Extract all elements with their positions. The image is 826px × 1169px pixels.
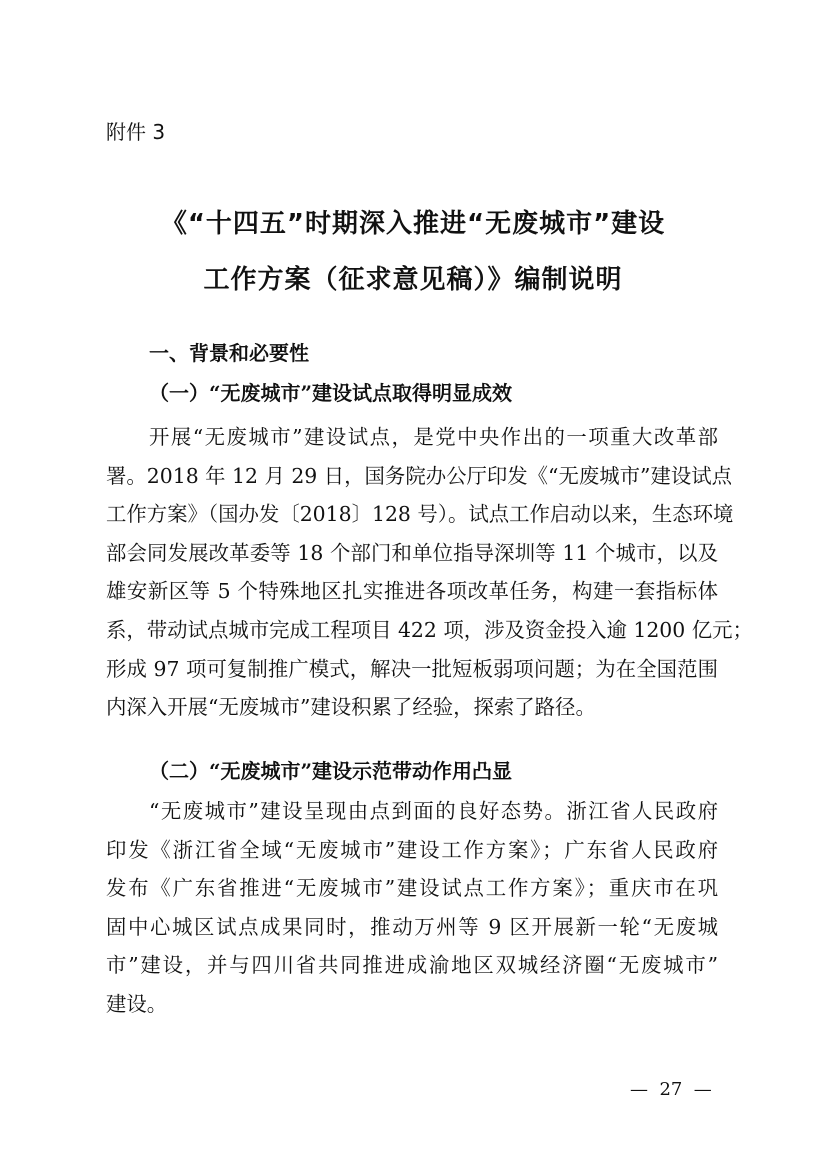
attachment-label: 附件 3 xyxy=(106,120,166,144)
paragraph-line: 发布《广东省推进“无废城市”建设试点工作方案》；重庆市在巩 xyxy=(106,876,718,901)
paragraph-line: 开展“无废城市”建设试点，是党中央作出的一项重大改革部 xyxy=(149,425,718,449)
paragraph-line: 形成 97 项可复制推广模式，解决一批短板弱项问题；为在全国范围 xyxy=(106,656,718,681)
subsection-heading: （二）“无废城市”建设示范带动作用凸显 xyxy=(149,759,513,783)
paragraph-line: 雄安新区等 5 个特殊地区扎实推进各项改革任务，构建一套指标体 xyxy=(106,579,718,604)
paragraph-line: 署。2018 年 12 月 29 日，国务院办公厅印发《“无废城市”建设试点 xyxy=(106,463,733,488)
paragraph-line: “无废城市”建设呈现由点到面的良好态势。浙江省人民政府 xyxy=(149,799,718,823)
paragraph xyxy=(106,418,753,727)
document-title-line: 《“十四五”时期深入推进“无废城市”建设 xyxy=(160,209,666,239)
section-heading: 一、背景和必要性 xyxy=(149,341,309,365)
paragraph-line: 印发《浙江省全域“无废城市”建设工作方案》；广东省人民政府 xyxy=(106,837,718,862)
page-number: — 27 — xyxy=(630,1079,712,1100)
subsection-heading: （一）“无废城市”建设试点取得明显成效 xyxy=(149,381,513,405)
paragraph-line: 工作方案》（国办发〔2018〕128 号）。试点工作启动以来，生态环境 xyxy=(106,502,734,527)
paragraph-line: 系，带动试点城市完成工程项目 422 项，涉及资金投入逾 1200 亿元； xyxy=(106,617,753,642)
paragraph-line: 部会同发展改革委等 18 个部门和单位指导深圳等 11 个城市，以及 xyxy=(106,540,718,565)
paragraph xyxy=(106,792,718,1024)
paragraph-line: 市”建设，并与四川省共同推进成渝地区双城经济圈“无废城市” xyxy=(106,953,718,978)
paragraph-line: 内深入开展“无废城市”建设积累了经验，探索了路径。 xyxy=(106,695,596,720)
paragraph-line: 固中心城区试点成果同时，推动万州等 9 区开展新一轮“无废城 xyxy=(106,914,718,939)
paragraph-line: 建设。 xyxy=(106,991,168,1016)
document-title-line: 工作方案（征求意见稿）》编制说明 xyxy=(203,265,623,295)
document-title xyxy=(0,196,826,308)
